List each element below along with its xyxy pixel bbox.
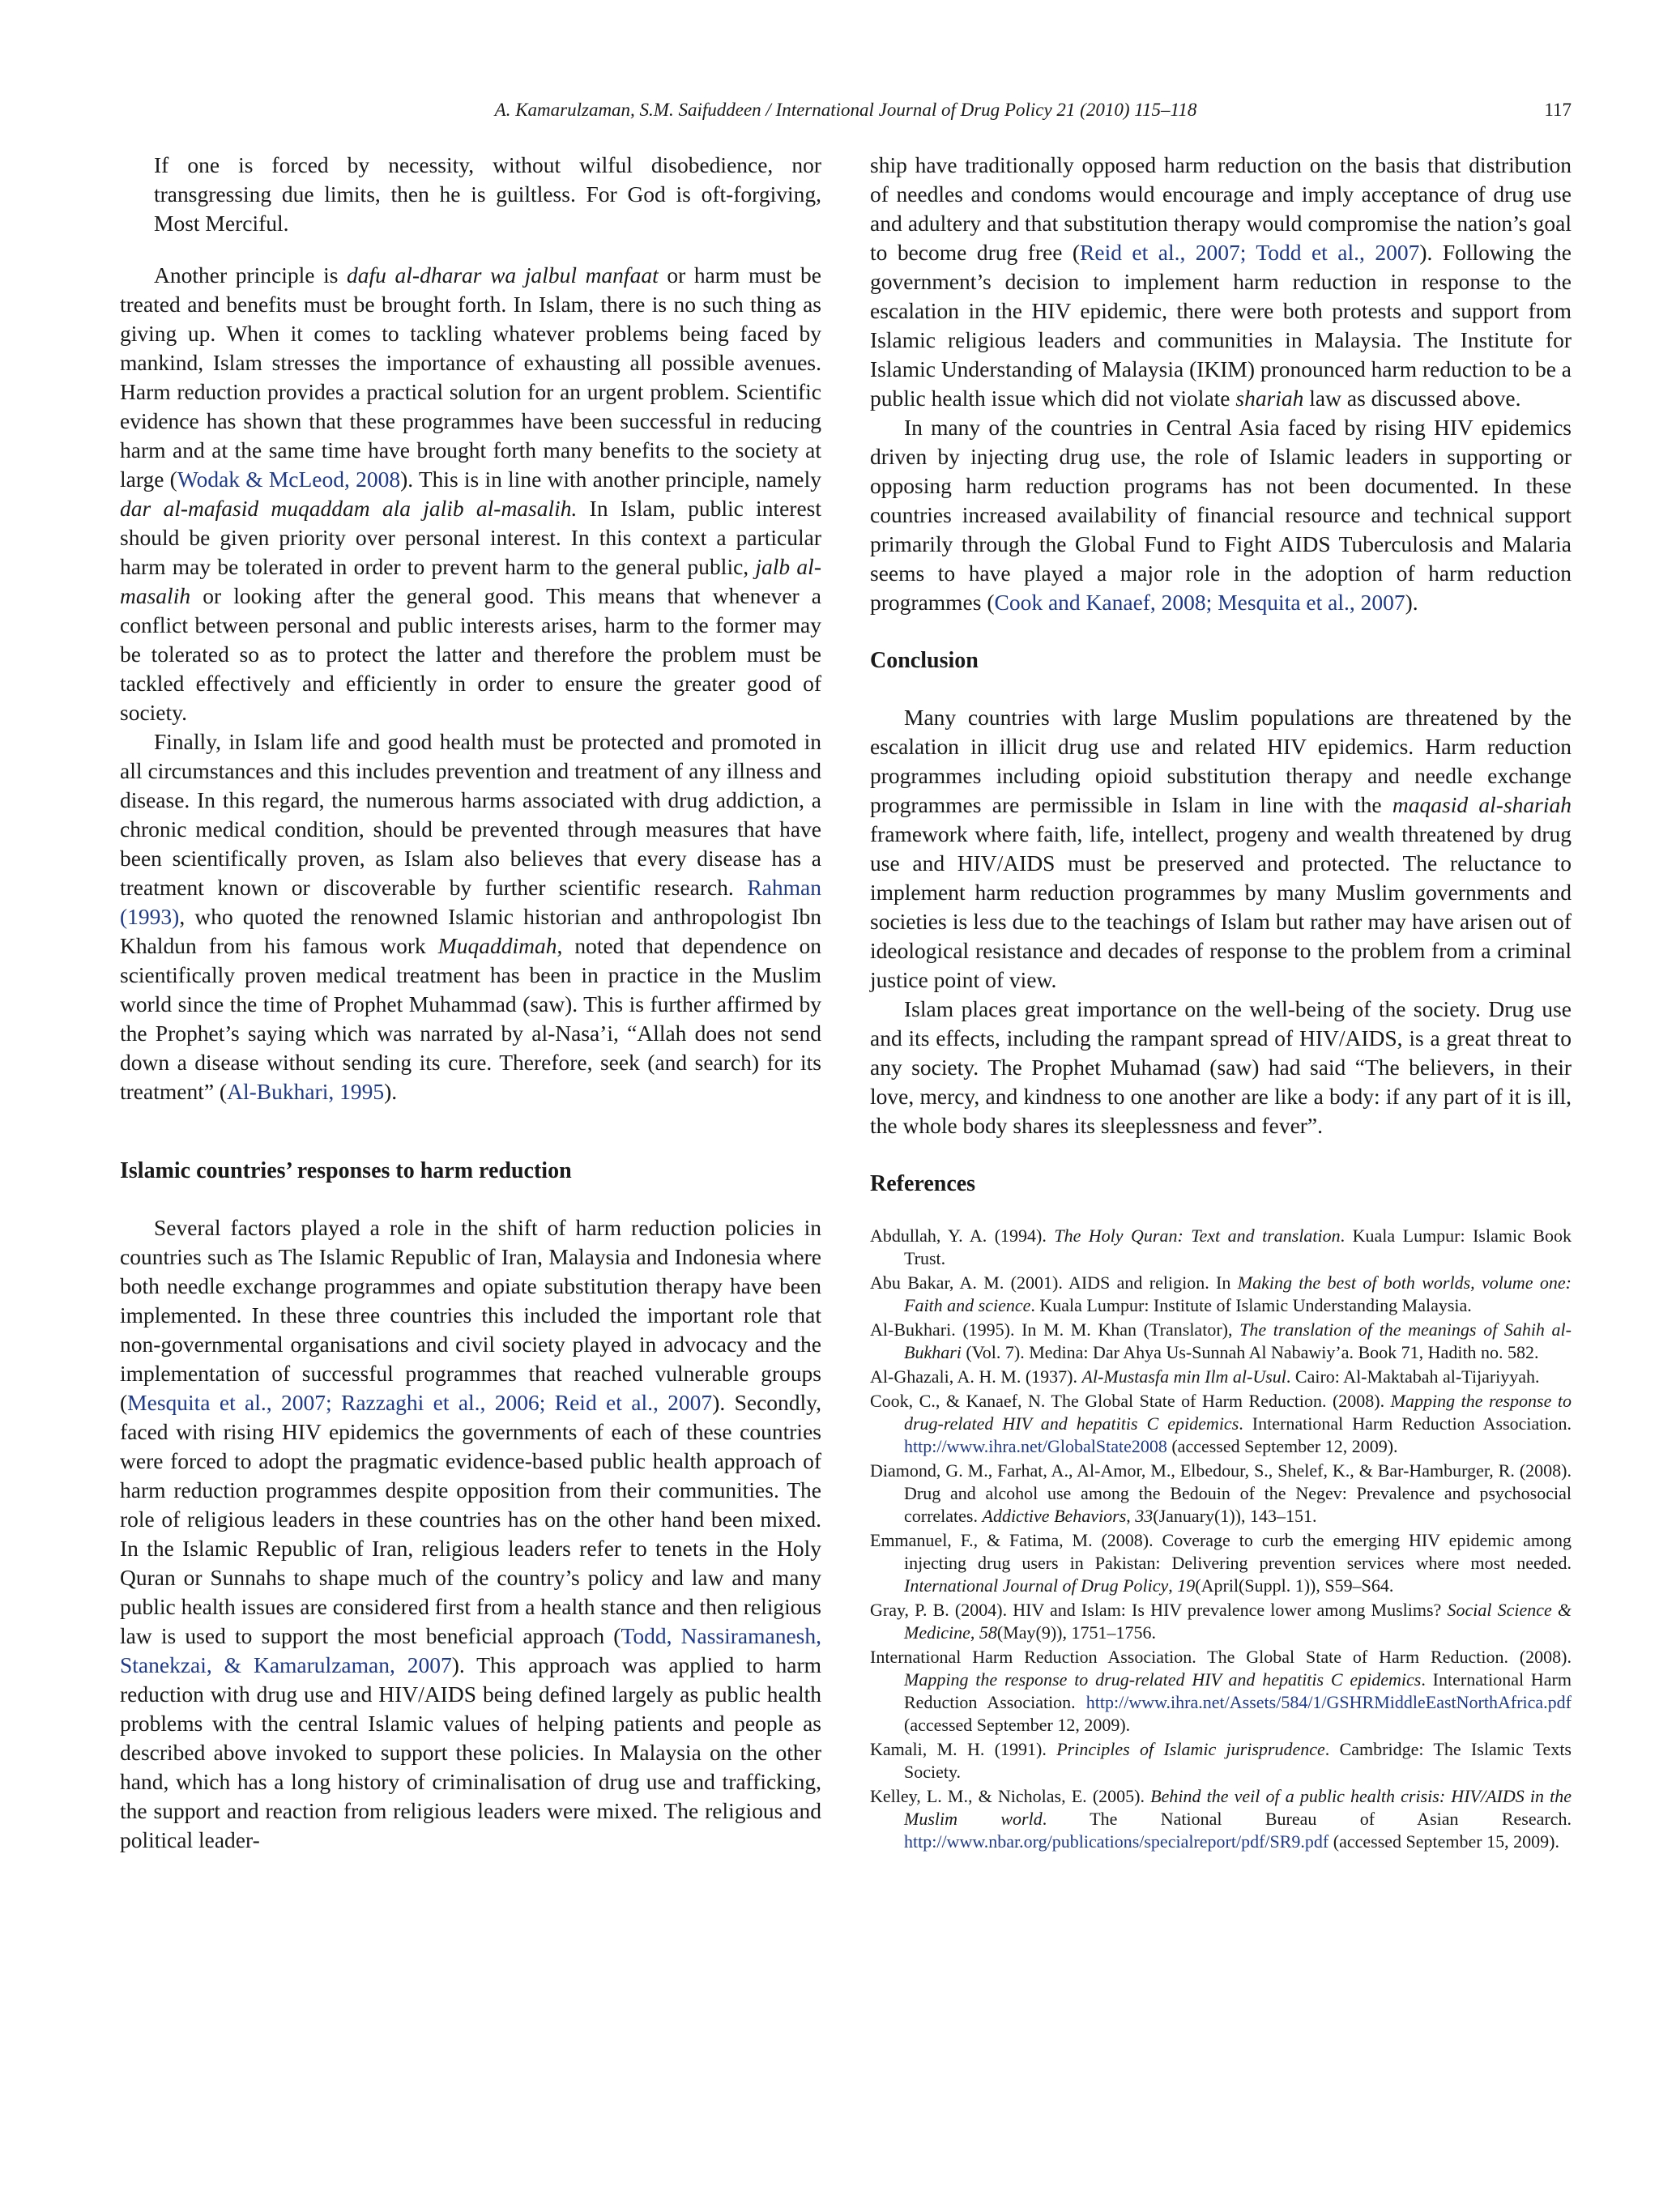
link-ihra-globalstate[interactable]: http://www.ihra.net/GlobalState2008 [904,1436,1167,1456]
reference-abu-bakar: Abu Bakar, A. M. (2001). AIDS and religion. In Making the best of both worlds, volume one: Faith and science. Kuala Lumpur: Institute of Islamic Understanding Malaysia. [870,1272,1572,1315]
running-head: A. Kamarulzaman, S.M. Saifuddeen / International Journal of Drug Policy 21 (2010) 115–118 [494,100,1197,120]
paragraph-health-protection: Finally, in Islam life and good health must be protected and promoted in all circumstances and this includes prevention and treatment of any illness and disease. In this regard, the numerous harms associated with drug addiction, a chronic medical condition, should be prevented through measures that have been scientifically proven, as Islam also believes that every disease has a treatment known or discoverable by further scientific research. Rahman (1993), who quoted the renowned Islamic historian and anthropologist Ibn Khaldun from his famous work Muqaddimah, noted that dependence on scientifically proven medical treatment has been in practice in the Muslim world since the time of Prophet Muhammad (saw). This is further affirmed by the Prophet’s saying which was narrated by al-Nasa’i, “Allah does not send down a disease without sending its cure. Therefore, seek (and search) for its treatment” (Al-Bukhari, 1995). [120,729,821,1104]
citation-al-bukhari[interactable]: Al-Bukhari, 1995 [227,1079,385,1104]
reference-al-ghazali: Al-Ghazali, A. H. M. (1937). Al-Mustasfa min Ilm al-Usul. Cairo: Al-Maktabah al-Tijariyyah. [870,1366,1540,1387]
paragraph-continued: ship have traditionally opposed harm reduction on the basis that distribution of needles and condoms would encourage and imply acceptance of drug use and adultery and that substitution therapy would compromise the nation’s goal to become drug free (Reid et al., 2007; Todd et al., 2007). Following the government’s decision to implement harm reduction in response to the escalation in the HIV epidemic, there were both protests and support from Islamic religious leaders and communities in Malaysia. The Institute for Islamic Understanding of Malaysia (IKIM) pronounced harm reduction to be a public health issue which did not violate shariah law as discussed above. [870,152,1572,411]
section-heading-conclusion: Conclusion [870,648,979,673]
reference-emmanuel: Emmanuel, F., & Fatima, M. (2008). Coverage to curb the emerging HIV epidemic among injecting drug users in Pakistan: Delivering prevention services where most needed. International Journal of Drug Policy, 19(April(Suppl. 1)), S59–S64. [870,1530,1572,1596]
term-muqaddimah: Muqaddimah [437,933,557,958]
reference-al-bukhari: Al-Bukhari. (1995). In M. M. Khan (Translator), The translation of the meanings of Sahih al-Bukhari (Vol. 7). Medina: Dar Ahya Us-Sunnah Al Nabawiy’a. Book 71, Hadith no. 582. [870,1319,1572,1362]
term-maqasid-al-shariah: maqasid al-shariah [1392,792,1572,817]
reference-kelley: Kelley, L. M., & Nicholas, E. (2005). Behind the veil of a public health crisis: HIV/AIDS in the Muslim world. The National Bureau of Asian Research. http://www.nbar.org/publications/specialreport/pdf/SR9.pdf (accessed September 15, 2009). [870,1786,1572,1852]
paragraph-central-asia: In many of the countries in Central Asia faced by rising HIV epidemics driven by injecting drug use, the role of Islamic leaders in supporting or opposing harm reduction programs has not been documented. In these countries increased availability of financial resource and technical support primarily through the Global Fund to Fight AIDS Tuberculosis and Malaria seems to have played a major role in the adoption of harm reduction programmes (Cook and Kanaef, 2008; Mesquita et al., 2007). [870,415,1572,615]
link-nbar-sr9[interactable]: http://www.nbar.org/publications/specialreport/pdf/SR9.pdf [904,1831,1329,1852]
term-shariah: shariah [1235,386,1304,411]
term-dar-al-mafasid: dar al-mafasid muqaddam ala jalib al-masalih. [120,496,578,521]
reference-list [870,1225,1572,1853]
citation-mesquita-razzaghi-reid[interactable]: Mesquita et al., 2007; Razzaghi et al., 2006; Reid et al., 2007 [127,1390,713,1415]
citation-cook-mesquita[interactable]: Cook and Kanaef, 2008; Mesquita et al., 2007 [994,590,1405,615]
left-column [120,151,821,1855]
page-number: 117 [1544,100,1572,120]
paragraph-conclusion-1: Many countries with large Muslim populations are threatened by the escalation in illicit drug use and related HIV epidemics. Harm reduction programmes including opioid substitution therapy and needle exchange programmes are permissible in Islam in line with the maqasid al-shariah framework where faith, life, intellect, progeny and wealth threatened by drug use and HIV/AIDS must be preserved and protected. The reluctance to implement harm reduction programmes by many Muslim governments and societies is less due to the teachings of Islam but rather may have arisen out of ideological resistance and decades of response to the problem from a criminal justice point of view. [870,705,1572,992]
paragraph-harm-principle: Another principle is dafu al-dharar wa jalbul manfaat or harm must be treated and benefits must be brought forth. In Islam, there is no such thing as giving up. When it comes to tackling whatever problems being faced by mankind, Islam stresses the importance of exhausting all possible avenues. Harm reduction provides a practical solution for an urgent problem. Scientific evidence has shown that these programmes have been successful in reducing harm and at the same time have brought forth many benefits to the society at large (Wodak & McLeod, 2008). This is in line with another principle, namely dar al-mafasid muqaddam ala jalib al-masalih. In Islam, public interest should be given priority over personal interest. In this context a particular harm may be tolerated in order to prevent harm to the general public, jalb al-masalih or looking after the general good. This means that whenever a conflict between personal and public interests arises, harm to the former may be tolerated so as to protect the latter and therefore the problem must be tackled effectively and efficiently in order to ensure the greater good of society. [120,262,822,725]
reference-abdullah: Abdullah, Y. A. (1994). The Holy Quran: Text and translation. Kuala Lumpur: Islamic Book Trust. [870,1225,1572,1268]
section-heading-references: References [870,1171,976,1196]
citation-reid-todd[interactable]: Reid et al., 2007; Todd et al., 2007 [1080,240,1420,265]
term-jalb-al-masalih: jalb al-masalih [120,554,821,608]
reference-cook-kanaef: Cook, C., & Kanaef, N. The Global State of Harm Reduction. (2008). Mapping the response to drug-related HIV and hepatitis C epidemics. International Harm Reduction Association. http://www.ihra.net/GlobalState2008 (accessed September 12, 2009). [870,1391,1572,1456]
link-ihra-gshr[interactable]: http://www.ihra.net/Assets/584/1/GSHRMiddleEastNorthAfrica.pdf [1085,1692,1572,1712]
reference-gray: Gray, P. B. (2004). HIV and Islam: Is HIV prevalence lower among Muslims? Social Science & Medicine, 58(May(9)), 1751–1756. [870,1600,1572,1643]
citation-wodak-mcleod[interactable]: Wodak & McLeod, 2008 [177,467,401,492]
right-column [870,151,1572,1855]
term-dafu-al-dharar: dafu al-dharar wa jalbul manfaat [347,262,659,288]
reference-ihra: International Harm Reduction Association. The Global State of Harm Reduction. (2008). Mapping the response to drug-related HIV and hepatitis C epidemics. International Harm Reduction Association. http://www.ihra.net/Assets/584/1/GSHRMiddleEastNorthAfrica.pdf (accessed September 12, 2009). [870,1647,1572,1735]
reference-kamali: Kamali, M. H. (1991). Principles of Islamic jurisprudence. Cambridge: The Islamic Texts Society. [870,1739,1572,1782]
paragraph-conclusion-2: Islam places great importance on the well-being of the society. Drug use and its effects, including the rampant spread of HIV/AIDS, is a great threat to any society. The Prophet Muhamad (saw) had said “The believers, in their love, mercy, and kindness to one another are like a body: if any part of it is ill, the whole body shares its sleeplessness and fever”. [870,996,1572,1138]
section-heading-islamic-countries: Islamic countries’ responses to harm reduction [120,1158,572,1183]
citation-todd-et-al[interactable]: Todd, Nassiramanesh, Stanekzai, & Kamarulzaman, 2007 [120,1623,821,1677]
paragraph-policy-shift: Several factors played a role in the shift of harm reduction policies in countries such as The Islamic Republic of Iran, Malaysia and Indonesia where both needle exchange programmes and opiate substitution therapy have been implemented. In these three countries this included the important role that non-governmental organisations and civil society played in advocacy and the implementation of successful programmes that reached vulnerable groups (Mesquita et al., 2007; Razzaghi et al., 2006; Reid et al., 2007). Secondly, faced with rising HIV epidemics the governments of each of these countries were forced to adopt the pragmatic evidence-based public health approach of harm reduction programmes despite opposition from their communities. The role of religious leaders in these countries has on the other hand been mixed. In the Islamic Republic of Iran, religious leaders refer to tenets in the Holy Quran or Sunnahs to shape much of the country’s policy and law and many public health issues are considered first from a health stance and then religious law is used to support the most beneficial approach (Todd, Nassiramanesh, Stanekzai, & Kamarulzaman, 2007). This approach was applied to harm reduction with drug use and HIV/AIDS being defined largely as public health problems with the central Islamic values of helping patients and people as described above invoked to support these policies. In Malaysia on the other hand, which has a long history of criminalisation of drug use and trafficking, the support and reaction from religious leaders were mixed. The religious and political leader- [120,1215,822,1852]
reference-diamond: Diamond, G. M., Farhat, A., Al-Amor, M., Elbedour, S., Shelef, K., & Bar-Hamburger, R. (2008). Drug and alcohol use among the Bedouin of the Negev: Prevalence and psychosocial correlates. Addictive Behaviors, 33(January(1)), 143–151. [870,1460,1572,1526]
quran-quote: If one is forced by necessity, without wilful disobedience, nor transgressing due limits, then he is guiltless. For God is oft-forgiving, Most Merciful. [154,152,821,236]
citation-rahman[interactable]: Rahman (1993) [120,875,821,929]
page-header [120,96,1572,125]
